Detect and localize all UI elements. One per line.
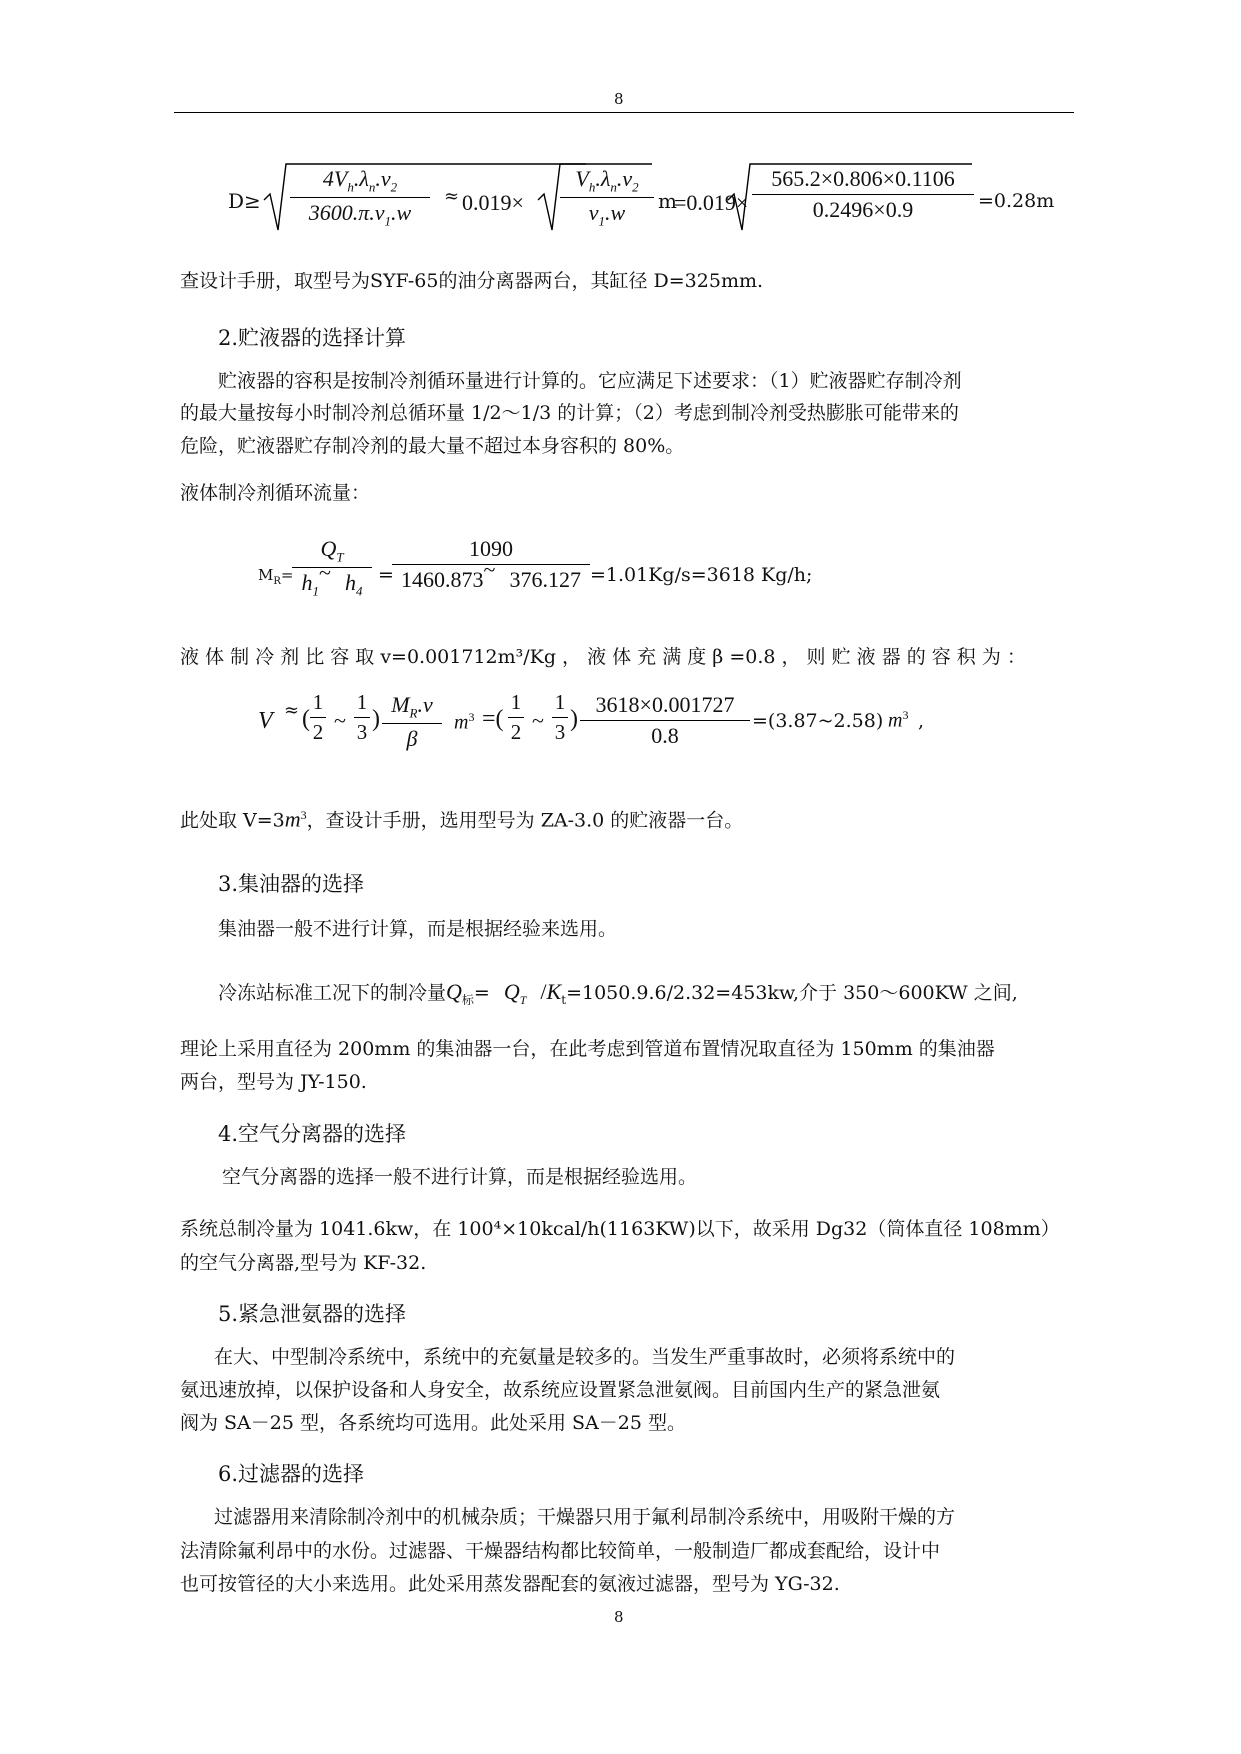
heading-emergency-ammonia: 5.紧急泄氨器的选择 xyxy=(218,1302,407,1326)
paragraph-ammonia-line-1: 在大、中型制冷系统中，系统中的充氨量是较多的。当发生严重事故时，必须将系统中的 xyxy=(214,1346,956,1368)
paragraph-air-separator-line-1: 系统总制冷量为 1041.6kw，在 100⁴×10kcal/h(1163KW)以下，故采用 Dg32（筒体直径 108mm） xyxy=(180,1218,1060,1240)
fraction-third-1: 1 3 xyxy=(354,690,370,745)
paragraph-oil-collector-intro: 集油器一般不进行计算，而是根据经验来选用。 xyxy=(218,918,618,940)
heading-receiver: 2.贮液器的选择计算 xyxy=(218,326,407,350)
unit-m3-2: $m^3$ xyxy=(888,708,909,732)
paragraph-receiver-line-1: 贮液器的容积是按制冷剂循环量进行计算的。它应满足下述要求：（1）贮液器贮存制冷剂 xyxy=(218,370,962,392)
coef-1: 0.019× xyxy=(462,190,524,215)
fraction-3: 565.2×0.806×0.1106 0.2496×0.9 xyxy=(752,166,974,223)
fraction-1: $4V_h.\lambda_n.v_2$ $3600.\pi.v_1.w$ xyxy=(290,166,430,230)
formula-v-result: =(3.87~2.58) xyxy=(752,710,884,732)
paragraph-receiver-line-2: 的最大量按每小时制冷剂总循环量 1/2～1/3 的计算；（2）考虑到制冷剂受热膨胀可能带来的 xyxy=(180,402,959,424)
heading-oil-collector: 3.集油器的选择 xyxy=(218,872,365,896)
paragraph-filter-line-1: 过滤器用来清除制冷剂中的机械杂质；干燥器只用于氟利昂制冷系统中，用吸附干燥的方 xyxy=(214,1506,956,1528)
paragraph-oil-collector-line-1: 理论上采用直径为 200mm 的集油器一台，在此考虑到管道布置情况取直径为 150mm 的集油器 xyxy=(180,1038,995,1060)
fraction-mr-2: 1090 1460.873~ 376.127 xyxy=(392,536,590,593)
paragraph-flow-label: 液体制冷剂循环流量： xyxy=(180,482,371,504)
fraction-half-1: 1 2 xyxy=(310,690,326,745)
header-page-number: 8 xyxy=(614,90,624,108)
footer-page-number: 8 xyxy=(614,1608,624,1626)
paragraph-air-separator-intro: 空气分离器的选择一般不进行计算，而是根据经验选用。 xyxy=(222,1166,698,1188)
formula-mr-lhs: $M_R=$ xyxy=(258,566,294,587)
fraction-2: $V_h.\lambda_n.v_2$ $v_1.w$ xyxy=(560,166,654,230)
approx-symbol-1: ≈ xyxy=(444,186,460,207)
equals-paren-open: =( xyxy=(482,706,504,732)
paragraph-air-separator-line-2: 的空气分离器,型号为 KF-32. xyxy=(180,1252,427,1274)
formula-v-lhs: V xyxy=(258,708,273,734)
paragraph-filter-line-2: 法清除氟利昂中的水份。过滤器、干燥器结构都比较简单，一般制造厂都成套配给，设计中 xyxy=(180,1540,941,1562)
unit-m: m xyxy=(658,189,677,213)
heading-filter: 6.过滤器的选择 xyxy=(218,1462,365,1486)
formula-d-result: =0.28m xyxy=(978,190,1055,212)
tilde-1: ~ xyxy=(334,708,346,733)
approx-symbol-v: ≈ xyxy=(284,700,300,721)
paren-close-2: ) xyxy=(570,706,578,732)
tilde-2: ~ xyxy=(532,708,544,733)
fraction-volume-values: 3618×0.001727 0.8 xyxy=(580,692,750,749)
coef-2: =0.019× xyxy=(674,190,749,215)
formula-d-lhs: D≥ xyxy=(228,189,261,213)
paragraph-refrigeration-capacity: 冷冻站标准工况下的制冷量$Q_标= Q_T$ $/K_t=1050.9.6/2.32=453kw$,介于 350～600KW 之间, xyxy=(218,979,1018,1007)
unit-m3-1: $m^3$ xyxy=(454,710,475,734)
formula-v-comma: , xyxy=(918,710,925,732)
equals-mr: = xyxy=(378,564,394,586)
paren-open-1: ( xyxy=(302,706,310,732)
header-rule xyxy=(174,112,1074,113)
paragraph-filter-line-3: 也可按管径的大小来选用。此处采用蒸发器配套的氨液过滤器，型号为 YG-32. xyxy=(180,1573,840,1595)
paragraph-specific-volume: 液 体 制 冷 剂 比 容 取 v=0.001712m³/Kg ， 液 体 充 满 度 β =0.8 ， 则 贮 液 器 的 容 积 为 ： xyxy=(180,646,1026,668)
paragraph-ammonia-line-2: 氨迅速放掉，以保护设备和人身安全，故系统应设置紧急泄氨阀。目前国内生产的紧急泄氨 xyxy=(180,1379,941,1401)
paren-close-1: ) xyxy=(372,706,380,732)
heading-air-separator: 4.空气分离器的选择 xyxy=(218,1122,407,1146)
paragraph-receiver-choice: 此处取 $V=3m^3$，查设计手册，选用型号为 ZA-3.0 的贮液器一台。 xyxy=(180,806,744,832)
fraction-half-2: 1 2 xyxy=(508,690,524,745)
fraction-mr-1: $Q_T$ $h_1\sim$ $h_4$ xyxy=(292,536,372,600)
paragraph-oil-collector-line-2: 两台，型号为 JY-150. xyxy=(180,1071,367,1093)
fraction-third-2: 1 3 xyxy=(552,690,568,745)
paragraph-oil-separator: 查设计手册，取型号为SYF-65的油分离器两台，其缸径 D=325mm. xyxy=(180,270,764,292)
fraction-mrv: $M_R.v$ β xyxy=(382,692,442,752)
paragraph-receiver-line-3: 危险，贮液器贮存制冷剂的最大量不超过本身容积的 80%。 xyxy=(180,435,685,457)
paragraph-ammonia-line-3: 阀为 SA－25 型，各系统均可选用。此处采用 SA－25 型。 xyxy=(180,1412,686,1434)
formula-mr-result: =1.01Kg/s=3618 Kg/h; xyxy=(590,564,813,586)
